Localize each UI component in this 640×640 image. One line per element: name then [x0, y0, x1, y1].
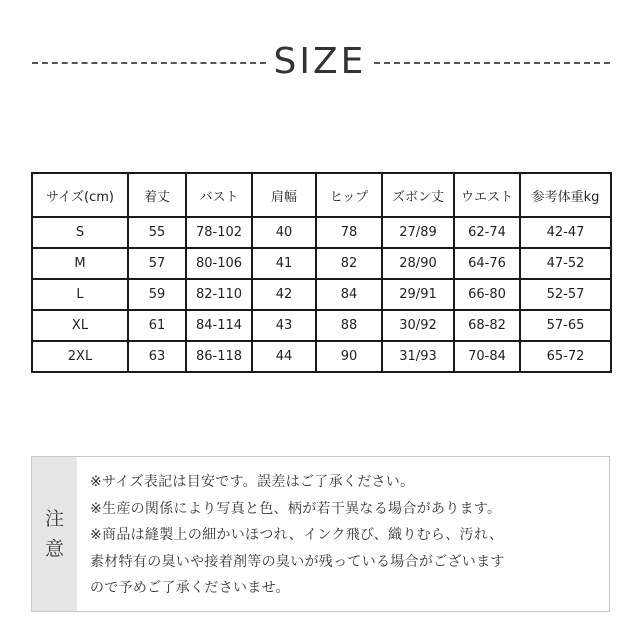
- table-cell: 63: [128, 341, 186, 372]
- table-cell: 61: [128, 310, 186, 341]
- notice-line: ので予めご了承くださいませ。: [90, 580, 290, 596]
- table-header-row: [32, 173, 611, 217]
- table-row: [32, 279, 611, 310]
- notice-line: ※生産の関係により写真と色、柄が若干異なる場合があります。: [90, 500, 502, 517]
- table-cell: 2XL: [32, 341, 128, 372]
- table-cell: 31/93: [382, 341, 454, 372]
- table-row: [32, 248, 611, 279]
- table-row: [32, 341, 611, 372]
- column-header: サイズ(cm): [32, 173, 128, 217]
- left-dashed-divider: [32, 62, 266, 64]
- table-cell: 82: [316, 248, 382, 279]
- notice-body: [90, 469, 603, 602]
- table-cell: 41: [252, 248, 316, 279]
- table-cell: 68-82: [454, 310, 520, 341]
- table-cell: 66-80: [454, 279, 520, 310]
- table-cell: 84: [316, 279, 382, 310]
- table-cell: 57-65: [520, 310, 611, 341]
- table-cell: 70-84: [454, 341, 520, 372]
- right-dashed-divider: [374, 62, 610, 64]
- notice-box: [31, 456, 610, 612]
- table-cell: L: [32, 279, 128, 310]
- table-cell: 43: [252, 310, 316, 341]
- table-cell: 55: [128, 217, 186, 248]
- table-cell: 78: [316, 217, 382, 248]
- notice-line: ※サイズ表記は目安です。誤差はご了承ください。: [90, 474, 415, 490]
- column-header: 肩幅: [252, 173, 316, 217]
- page-title: SIZE: [273, 41, 367, 82]
- table-cell: 28/90: [382, 248, 454, 279]
- table-cell: 86-118: [186, 341, 252, 372]
- table-cell: M: [32, 248, 128, 279]
- notice-line: 素材特有の臭いや接着剤等の臭いが残っている場合がございます: [90, 553, 505, 570]
- table-cell: 27/89: [382, 217, 454, 248]
- table-cell: 40: [252, 217, 316, 248]
- column-header: 着丈: [128, 173, 186, 217]
- table-cell: 84-114: [186, 310, 252, 341]
- table-cell: 78-102: [186, 217, 252, 248]
- table-cell: S: [32, 217, 128, 248]
- table-cell: 30/92: [382, 310, 454, 341]
- table-cell: 44: [252, 341, 316, 372]
- table-cell: 42: [252, 279, 316, 310]
- notice-label: [32, 457, 77, 611]
- table-cell: 88: [316, 310, 382, 341]
- table-cell: 42-47: [520, 217, 611, 248]
- column-header: ヒップ: [316, 173, 382, 217]
- table-cell: 52-57: [520, 279, 611, 310]
- table-cell: 90: [316, 341, 382, 372]
- table-row: [32, 310, 611, 341]
- table-cell: 29/91: [382, 279, 454, 310]
- table-cell: 64-76: [454, 248, 520, 279]
- notice-label-char: 注: [44, 508, 64, 530]
- column-header: 参考体重kg: [520, 173, 611, 217]
- notice-line: ※商品は縫製上の細かいほつれ、インク飛び、織りむら、汚れ、: [90, 527, 504, 543]
- column-header: ウエスト: [454, 173, 520, 217]
- table-cell: 59: [128, 279, 186, 310]
- table-cell: 47-52: [520, 248, 611, 279]
- column-header: バスト: [186, 173, 252, 217]
- size-table: [31, 172, 612, 373]
- table-cell: 65-72: [520, 341, 611, 372]
- table-cell: XL: [32, 310, 128, 341]
- column-header: ズボン丈: [382, 173, 454, 217]
- table-cell: 80-106: [186, 248, 252, 279]
- table-cell: 62-74: [454, 217, 520, 248]
- table-cell: 82-110: [186, 279, 252, 310]
- notice-label-char: 意: [44, 538, 64, 560]
- title-row: [0, 38, 640, 88]
- table-cell: 57: [128, 248, 186, 279]
- table-row: [32, 217, 611, 248]
